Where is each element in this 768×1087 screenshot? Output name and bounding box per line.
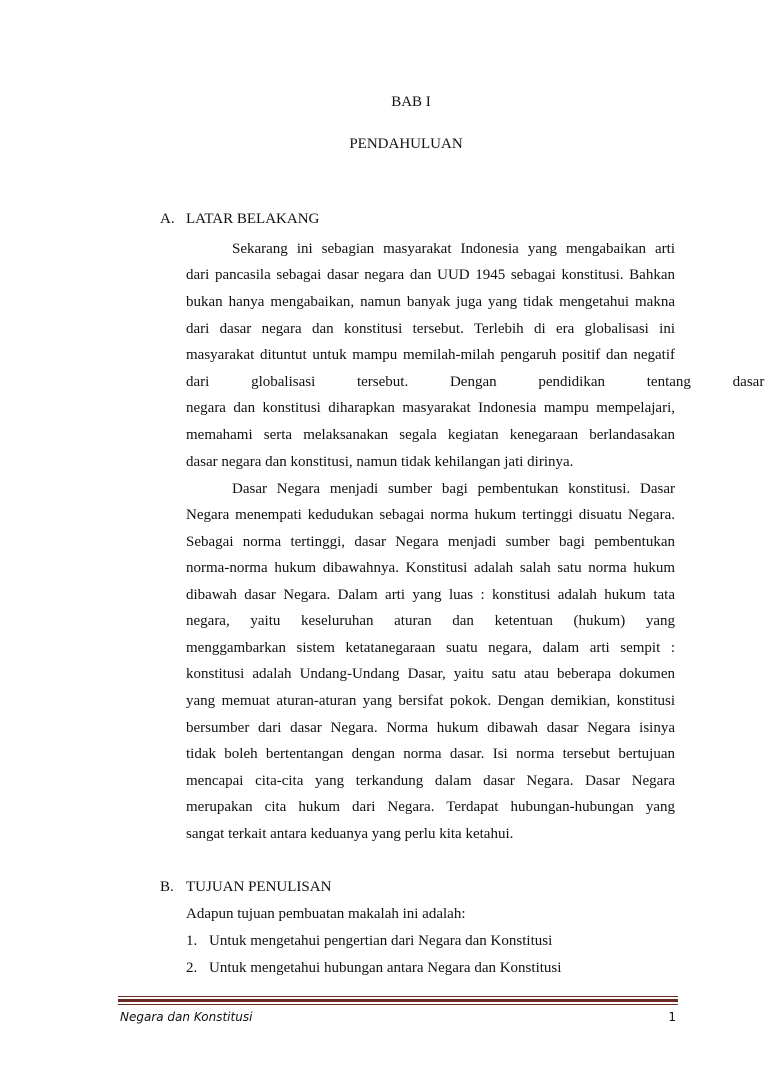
- paragraph-line: Sebagai norma tertinggi, dasar Negara menjadi sumber bagi pembentukan: [186, 534, 675, 550]
- paragraph-line: menggambarkan sistem ketatanegaraan suatu negara, dalam arti sempit :: [186, 640, 675, 656]
- footer-rule-thick: [118, 999, 678, 1002]
- chapter-title: PENDAHULUAN: [349, 136, 463, 152]
- section-a-marker: A.: [160, 211, 175, 227]
- section-b-marker: B.: [160, 879, 174, 895]
- footer-document-title: Negara dan Konstitusi: [120, 1010, 253, 1024]
- paragraph-line: negara dan konstitusi diharapkan masyarakat Indonesia mampu mempelajari,: [186, 400, 675, 416]
- paragraph-line: dari pancasila sebagai dasar negara dan UUD 1945 sebagai konstitusi. Bahkan: [186, 267, 675, 283]
- list-item-number: 1.: [186, 933, 198, 949]
- paragraph-line: dasar negara dan konstitusi, namun tidak kehilangan jati dirinya.: [186, 454, 574, 470]
- paragraph-line: konstitusi adalah Undang-Undang Dasar, yaitu satu atau beberapa dokumen: [186, 666, 675, 682]
- paragraph-line: bersumber dari dasar Negara. Norma hukum dibawah dasar Negara isinya: [186, 720, 675, 736]
- paragraph-line: dari globalisasi tersebut. Dengan pendidikan tentang dasar: [186, 374, 765, 390]
- footer-rule-thin: [118, 1004, 678, 1005]
- paragraph-line: tidak boleh bertentangan dengan norma dasar. Isi norma tersebut bertujuan: [186, 746, 675, 762]
- paragraph-line: norma-norma hukum dibawahnya. Konstitusi adalah salah satu norma hukum: [186, 560, 675, 576]
- paragraph-line: negara, yaitu keseluruhan aturan dan ketentuan (hukum) yang: [186, 613, 675, 629]
- paragraph-line: sangat terkait antara keduanya yang perlu kita ketahui.: [186, 826, 514, 842]
- list-item: Untuk mengetahui pengertian dari Negara dan Konstitusi: [209, 933, 553, 949]
- chapter-label: BAB I: [391, 94, 431, 110]
- list-item: Untuk mengetahui hubungan antara Negara dan Konstitusi: [209, 960, 562, 976]
- paragraph-line: dari dasar negara dan konstitusi tersebut. Terlebih di era globalisasi ini: [186, 321, 675, 337]
- section-b-intro: Adapun tujuan pembuatan makalah ini adalah:: [186, 906, 466, 922]
- list-item-number: 2.: [186, 960, 198, 976]
- paragraph-line: bukan hanya mengabaikan, namun banyak juga yang tidak mengetahui makna: [186, 294, 675, 310]
- paragraph-line: memahami serta melaksanakan segala kegiatan kenegaraan berlandasakan: [186, 427, 675, 443]
- footer-rule-thin: [118, 996, 678, 997]
- paragraph-line: mencapai cita-cita yang terkandung dalam dasar Negara. Dasar Negara: [186, 773, 675, 789]
- paragraph-line: merupakan cita hukum dari Negara. Terdapat hubungan-hubungan yang: [186, 799, 675, 815]
- paragraph-line: Dasar Negara menjadi sumber bagi pembentukan konstitusi. Dasar: [232, 481, 675, 497]
- paragraph-line: Sekarang ini sebagian masyarakat Indonesia yang mengabaikan arti: [232, 241, 675, 257]
- section-a-heading: LATAR BELAKANG: [186, 211, 320, 227]
- paragraph-line: masyarakat dituntut untuk mampu memilah-milah pengaruh positif dan negatif: [186, 347, 675, 363]
- paragraph-line: Negara menempati kedudukan sebagai norma hukum tertinggi disuatu Negara.: [186, 507, 675, 523]
- paragraph-line: dibawah dasar Negara. Dalam arti yang luas : konstitusi adalah hukum tata: [186, 587, 675, 603]
- footer-page-number: 1: [668, 1010, 676, 1024]
- paragraph-line: yang memuat aturan-aturan yang bersifat pokok. Dengan demikian, konstitusi: [186, 693, 675, 709]
- section-b-heading: TUJUAN PENULISAN: [186, 879, 332, 895]
